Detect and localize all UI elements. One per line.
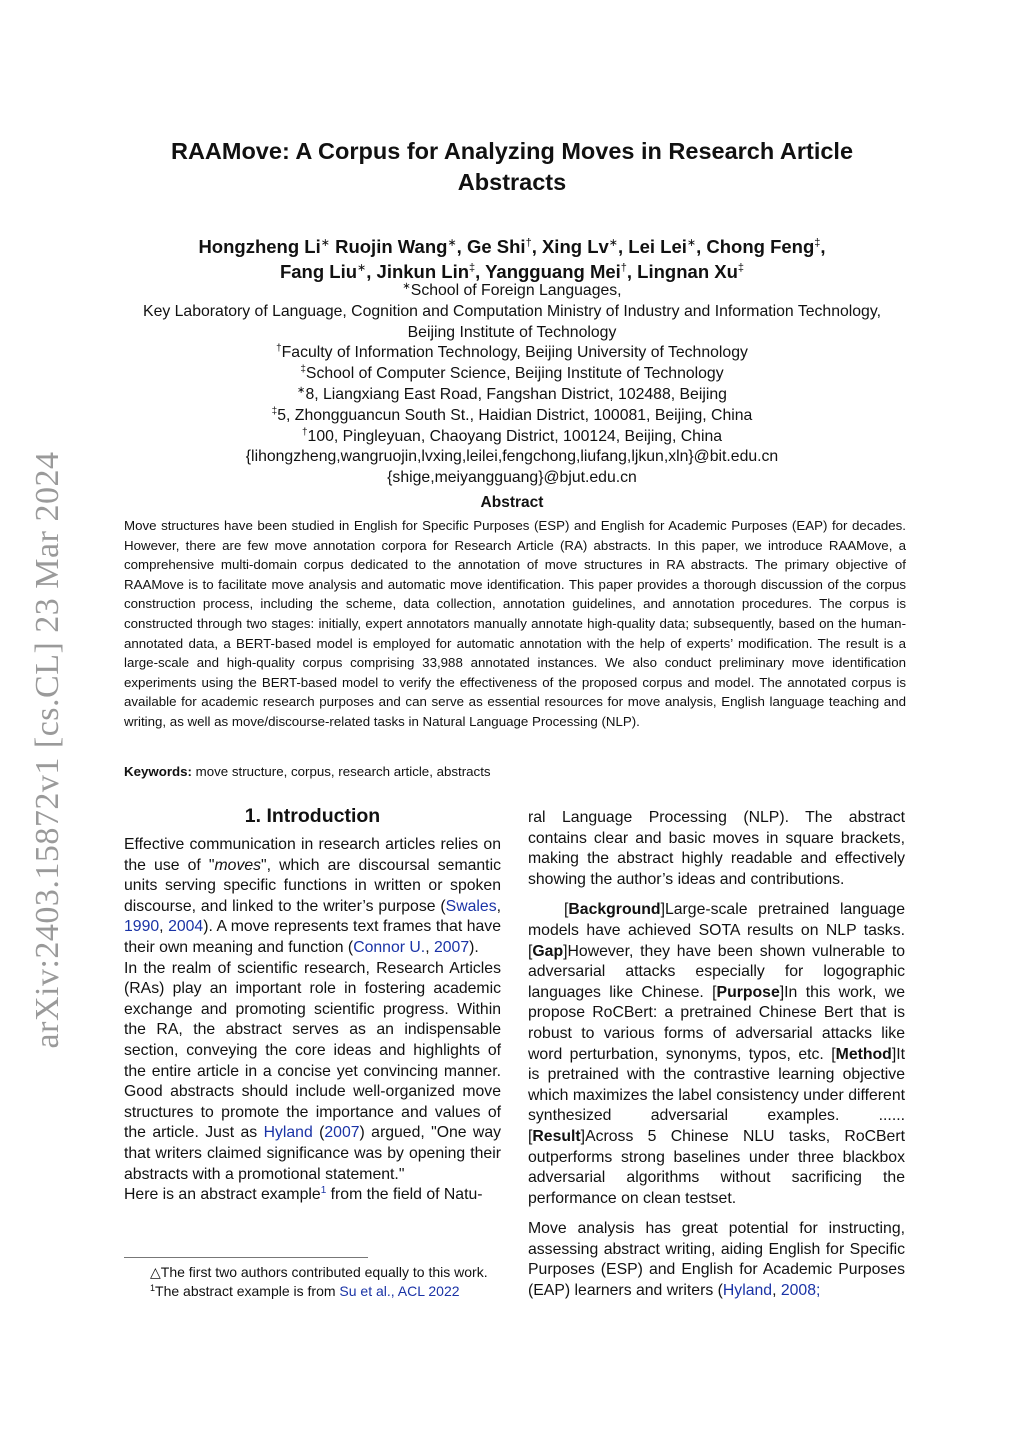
affiliation-text: School of Foreign Languages, [410,282,622,299]
text-run: ( [312,1124,325,1142]
address-text: 8, Liangxiang East Road, Fangshan District, 102488, Beijing [305,385,727,403]
bracket: ] [580,1127,586,1145]
text-run: , [772,1282,781,1300]
affil-marker: ‡ [814,237,821,249]
citation-separator: ; [816,1282,821,1300]
bracket: ] [563,942,568,960]
affiliation-line [120,343,904,364]
address-line [120,427,904,448]
example-abstract [528,900,905,1209]
right-column [528,808,905,1302]
affiliation-text: Faculty of Information Technology, Beijing University of Technology [281,344,748,362]
affil-marker: ∗ [608,237,618,249]
footnote-link[interactable]: Su et al., ACL 2022 [339,1282,460,1299]
move-tag: Result [532,1127,581,1145]
address-line [120,406,904,427]
citation-link[interactable]: Connor U. [353,938,426,956]
text-run: Here is an abstract example [124,1186,321,1204]
author-name: , Xing Lv [531,236,609,257]
section-heading: 1. Introduction [244,805,381,827]
author-separator: , [820,236,826,257]
keywords-text: move structure, corpus, research article, abstracts [191,764,491,779]
bracket: ] [891,1045,897,1063]
text-run: In the realm of scientific research, Research Articles (RAs) play an important role in fostering academic exchange and promoting scientific progress. Within the RA, the abstract serves as an indispensable section, conveying the core ideas and highlights of the entire article in a concise yet convincing manner. Good abstracts should include well-organized move structures to promote the importance and values of the article. Just as [124,959,501,1142]
citation-link[interactable]: Hyland [263,1124,313,1142]
author-name: , Jinkun Lin [366,261,470,282]
text-run: Move analysis has great potential for instructing, assessing abstract writing, aiding English for Specific Purposes (ESP) and English for Academic Purposes (EAP) learners and writers ( [528,1220,905,1300]
affil-marker: † [276,343,282,355]
affil-marker: † [525,237,532,249]
affiliation-line: Beijing Institute of Technology [407,323,617,341]
text-run: Across 5 Chinese NLU tasks, RoCBert outperforms strong baselines under three blackbox adversarial algorithms without sacrificing the performance on clean testset. [528,1127,905,1207]
left-column [124,835,501,1206]
footnote-marker[interactable]: 1 [320,1185,327,1197]
citation-link[interactable]: 2004 [168,918,204,936]
abstract-heading: Abstract [480,494,544,511]
text-run: ). A move represents text frames that have their own meaning and function ( [124,918,501,956]
author-name: , Lei Lei [618,236,687,257]
footnote-number: 1 [150,1282,156,1293]
footnote: △The first two authors contributed equally to this work. [150,1264,488,1280]
text-run: ). [469,938,479,956]
affiliation-text: School of Computer Science, Beijing Institute of Technology [305,365,724,383]
text-run: ) argued, "One way that writers claimed significance was by opening their abstracts with a promotional statement." [124,1124,502,1183]
affil-marker: ∗ [320,237,330,249]
affiliation-line [120,364,904,385]
abstract-body: Move structures have been studied in English for Specific Purposes (ESP) and English for Academic Purposes (EAP) for decades. However, there are few move annotation corpora for Research Article (RA) abstracts. In this paper, we introduce RAAMove, a comprehensive multi-domain corpus dedicated to the annotation of move structures in RA abstracts. The primary objective of RAAMove is to facilitate move analysis and automatic move identification. This paper provides a thorough discussion of the corpus construction process, including the scheme, data collection, annotation guidelines, and annotation procedures. The corpus is constructed through two stages: initially, expert annotators manually annotate high-quality data; subsequently, based on the human-annotated data, a BERT-based model is employed for automatic annotation with the help of experts’ modification. The result is a large-scale and high-quality corpus comprising 33,988 annotated instances. We also conduct preliminary move identification experiments using the BERT-based model to verify the effectiveness of the proposed corpus and model. The annotated corpus is available for academic research purposes and can serve as essential resources for move analysis, English language teaching and writing, as well as move/discourse-related tasks in Natural Language Processing (NLP). [124,518,906,729]
text-run: , [496,897,501,915]
bracket: [ [528,1127,533,1145]
text-run: ", which are discoursal semantic units serving specific functions in written or spoken discourse, and linked to the writer’s purpose ( [124,856,501,915]
affil-marker: † [620,262,627,274]
move-tag: Method [835,1045,892,1063]
author-name: , Ge Shi [456,236,526,257]
citation-link[interactable]: 2007 [324,1124,360,1142]
affil-marker: ∗ [402,281,411,292]
affil-marker: ‡ [271,405,278,417]
keywords [124,762,906,781]
bracket: [ [528,942,533,960]
author-name: Fang Liu [279,261,358,282]
affil-marker: ∗ [686,237,697,249]
address-text: 100, Pingleyuan, Chaoyang District, 100124, Beijing, China [307,427,723,445]
text-run: However, they have been shown vulnerable to adversarial attacks especially for logographic languages like Chinese. [528,942,905,1001]
paragraph [124,1185,501,1206]
text-run: , [159,918,169,936]
text-run: In this work, we propose RoCBert: a pretrained Chinese Bert that is robust to various forms of adversarial attacks like word perturbation, synonyms, typos, etc. [528,983,905,1063]
citation-link[interactable]: 1990 [124,918,160,936]
bracket: [ [831,1045,836,1063]
address-line [120,385,904,406]
footnote-rule [124,1257,368,1258]
text-run: It is pretrained with the contrastive learning objective which maximizes the label consistency under different synthesized adversarial examples. ...... [528,1045,905,1125]
affil-marker: ‡ [300,364,306,376]
move-tag: Gap [532,942,564,960]
affil-marker: ∗ [357,262,367,274]
address-text: 5, Zhongguancun South St., Haidian District, 100081, Beijing, China [277,406,753,424]
citation-link[interactable]: Hyland [722,1282,773,1300]
text-run: Large-scale pretrained language models have achieved SOTA results on NLP tasks. [528,901,905,939]
footnote [110,1282,502,1301]
text-run: Effective communication in research articles relies on the use of " [124,836,501,874]
move-tag: Purpose [716,983,780,1001]
paper-title [140,136,884,198]
paragraph [124,959,501,1186]
citation-link[interactable]: 2008 [780,1282,817,1300]
author-list [120,234,904,284]
paragraph [124,835,501,959]
citation-link[interactable]: Swales [445,897,497,915]
affil-marker: † [301,426,308,438]
author-name: , Chong Feng [696,236,815,257]
author-name: Hongzheng Li [198,236,321,257]
text-run: from the field of Natu- [326,1186,483,1204]
emphasis: moves [214,856,262,874]
affil-marker: ∗ [297,384,306,396]
move-tag: Background [568,901,661,919]
paragraph [528,1219,905,1301]
email-line: {shige,meiyangguang}@bjut.edu.cn [387,469,637,487]
text-run: The abstract example is from [155,1282,340,1299]
title-line-2: Abstracts [457,169,567,195]
arxiv-identifier: arXiv:2403.15872v1 [cs.CL] 23 Mar 2024 [29,451,66,1049]
footnotes [110,1263,502,1300]
bracket: ] [660,901,665,919]
bracket: ] [779,983,785,1001]
bracket: [ [712,983,717,1001]
author-line-1 [120,234,904,259]
keywords-label: Keywords: [124,764,192,779]
citation-link[interactable]: 2007 [433,938,470,956]
affil-marker: ‡ [469,262,476,274]
affiliation-line: Key Laboratory of Language, Cognition and Computation Ministry of Industry and Information Technology, [143,302,881,320]
affiliations [120,281,904,489]
author-name: , Yangguang Mei [475,261,621,282]
bracket: [ [564,901,569,919]
email-line: {lihongzheng,wangruojin,lvxing,leilei,fengchong,liufang,ljkun,xln}@bit.edu.cn [245,448,779,466]
affiliation-line [120,281,904,302]
text-run: , [425,938,434,956]
paragraph: ral Language Processing (NLP). The abstract contains clear and basic moves in square brackets, making the abstract highly readable and effectively showing the author’s ideas and contributions. [528,809,905,888]
author-name: Ruojin Wang [329,236,448,257]
affil-marker: ∗ [447,237,457,249]
affil-marker: ‡ [737,262,745,274]
author-name: , Lingnan Xu [626,261,738,282]
title-line-1: RAAMove: A Corpus for Analyzing Moves in Research Article [170,138,854,164]
